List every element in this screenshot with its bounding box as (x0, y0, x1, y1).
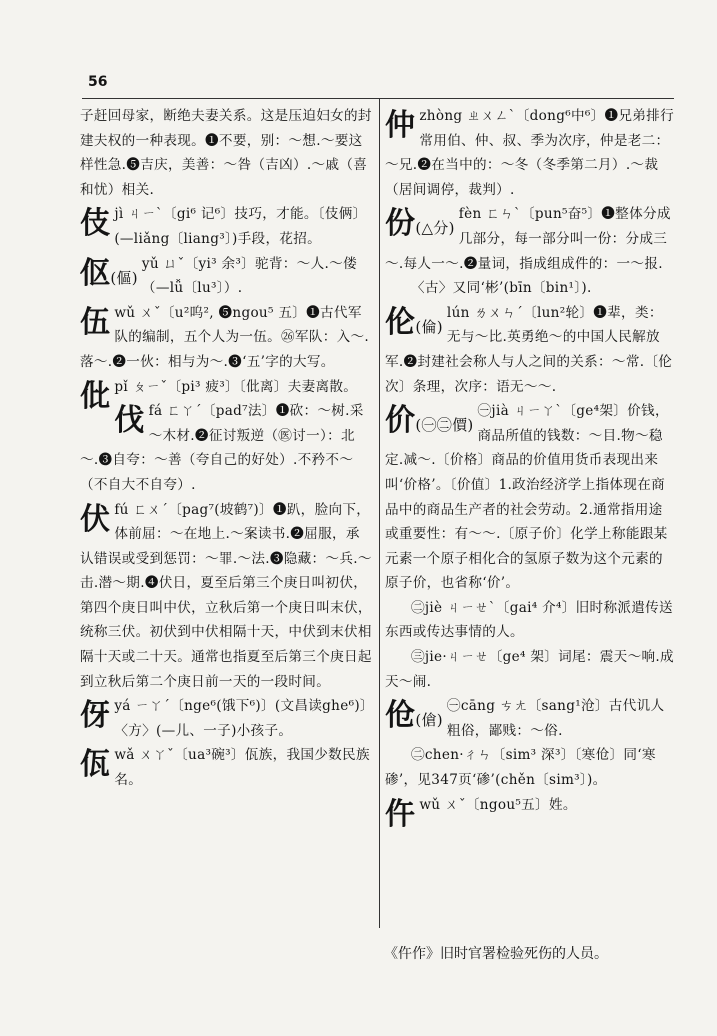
entry-continuation (80, 104, 372, 202)
headword: 伧(傖) (385, 698, 443, 734)
headword: 伎 (80, 206, 111, 242)
entry-ya (80, 694, 372, 743)
headword: 价(㊀㊁價) (385, 403, 474, 439)
entry-text: fèn ㄈㄣˋ〔pun⁵奋⁵〕❶整体分成几部分，每一部分叫一份：分成三～.每人一～.❷量词，指成组成件的：一～报. (385, 206, 671, 272)
entry-fen-note (385, 276, 675, 301)
headword: 仳 (80, 378, 111, 414)
headword: 伏 (80, 501, 111, 537)
entry-text: wǎ ㄨㄚˇ〔ua³碗³〕佤族，我国少数民族名。 (114, 747, 370, 789)
entry-text: wǔ ㄨˇ〔ngou⁵五〕姓。 (419, 796, 577, 813)
entry-wu2 (385, 793, 675, 832)
headword: 伍 (80, 304, 111, 340)
entry-jia (385, 399, 675, 596)
entry-note: ㊁chen·ㄔㄣ〔sim³ 深³〕〔寒伧〕同‘寒碜’，见347页‘碜’(chěn〔sim³〕)。 (385, 747, 656, 789)
entry-text: ㊀jià ㄐㄧㄚˋ〔ge⁴架〕价钱，商品所值的钱数：～目.物～稳定.减～.〔价格〕商品的价值用货币表现出来叫‘价格’。〔价值〕1.政治经济学上指体现在商品中的商品生产者的社会劳动。2.通常指用途或重要性：有～～.〔原子价〕化学上称能跟某元素一个原子相化合的氢原子数为这个元素的原子价，也省称‘价’。 (385, 403, 669, 592)
headword: 伢 (80, 698, 111, 734)
entry-note: 〈古〉又同‘彬’(bīn〔bin¹〕). (411, 280, 592, 297)
top-rule (82, 98, 674, 99)
entry-fa (80, 399, 372, 497)
entry-fu (80, 498, 372, 695)
entry-pi (80, 375, 372, 414)
headword: 仵 (385, 796, 416, 832)
footer-line: 《仵作》旧时官署检验死伤的人员。 (384, 946, 608, 962)
entry-wa (80, 743, 372, 792)
headword: 份(△分) (385, 206, 455, 242)
page-number: 56 (88, 74, 108, 90)
headword: 伦(倫) (385, 304, 443, 340)
column-divider (379, 98, 380, 928)
entry-text: fú ㄈㄨˊ〔pag⁷(坡鹤⁷)〕❶趴，脸向下，体前屈：～在地上.～案读书.❷屈服，承认错误或受到惩罚：～罪.～法.❸隐藏：～兵.～击.潜～期.❹伏日，夏至后第三个庚日叫初伏，第四个庚日叫中伏，立秋后第一个庚日叫末伏，统称三伏。初伏到中伏相隔十天，中伏到末伏相隔十天或二十天。通常也指夏至后第三个庚日起到立秋后第二个庚日前一天的一段时间。 (80, 501, 372, 690)
headword: 伐 (114, 403, 145, 439)
entry-note: ㊁jiè ㄐㄧㄝˋ〔gai⁴ 介⁴〕旧时称派遣传送东西或传达事情的人。 (385, 599, 673, 641)
entry-text: yǔ ㄩˇ〔yi³ 余³〕驼背：～人.～偻（—lǚ〔lu³〕）. (141, 255, 357, 297)
entry-cang (385, 694, 675, 743)
entry-wu (80, 301, 372, 375)
entry-lun (385, 301, 675, 399)
entry-note: ㊂jie·ㄐㄧㄝ〔ge⁴ 架〕词尾：震天～响.成天～闹. (385, 649, 674, 690)
headword: 仲 (385, 108, 416, 143)
entry-zhong (385, 104, 675, 202)
entry-jia-note-1 (385, 596, 675, 645)
entry-jia-note-2 (385, 645, 675, 694)
entry-text: jì ㄐㄧˋ〔gi⁶ 记⁶〕技巧，才能。〔伎俩〕(—liǎng〔liang³〕)手段，花招。 (114, 206, 367, 247)
entry-text: pǐ ㄆㄧˇ〔pi³ 疲³〕〔仳离〕夫妻离散。 (114, 378, 358, 395)
entry-cang-note (385, 743, 675, 792)
entry-text: ㊀cāng ㄘㄤ〔sang¹沧〕古代讥人粗俗，鄙贱：～俗. (446, 698, 665, 739)
entry-text: fá ㄈㄚˊ〔pad⁷法〕❶砍：～树.采～木材.❷征讨叛逆（㊩讨一）：北～.❸自夸：～善（夸自己的好处）.不矜不～（不自大不自夸）. (80, 403, 364, 493)
entry-ji (80, 202, 372, 251)
entry-yu (80, 252, 372, 301)
left-column (80, 104, 372, 974)
entry-text: lún ㄌㄨㄣˊ〔lun²轮〕❶辈，类：无与～比.英勇绝～的中国人民解放军.❷封建社会称人与人之间的关系：～常.〔伦次〕条理，次序：语无～～. (385, 304, 673, 395)
headword: 伛(傴) (80, 255, 138, 291)
entry-fen (385, 202, 675, 276)
headword: 佤 (80, 747, 111, 783)
entry-text: zhòng ㄓㄨㄥˋ〔dong⁶中⁶〕❶兄弟排行常用伯、仲、叔、季为次序，仲是老二：～兄.❷在当中的：～冬（冬季第二月）.～裁（居间调停，裁判）. (385, 108, 674, 198)
entry-text: wǔ ㄨˇ〔u²呜², ❺ngou⁵ 五〕❶古代军队的编制，五个人为一伍。㉖军队：入～.落～.❷一伙：相与为～.❸‘五’字的大写。 (80, 304, 370, 370)
entry-text: yá ㄧㄚˊ〔nge⁶(饿下⁶)〕(文昌读ghe⁶)〕〈方〉(—儿、一子)小孩子。 (114, 698, 368, 739)
entry-text: 子赶回母家，断绝夫妻关系。这是压迫妇女的封建夫权的一种表现。❶不要，别：～想.～要这样性急.❺吉庆，美善：～咎（吉凶）.～戚（喜和忧）相关. (80, 108, 372, 198)
right-column (385, 104, 675, 944)
